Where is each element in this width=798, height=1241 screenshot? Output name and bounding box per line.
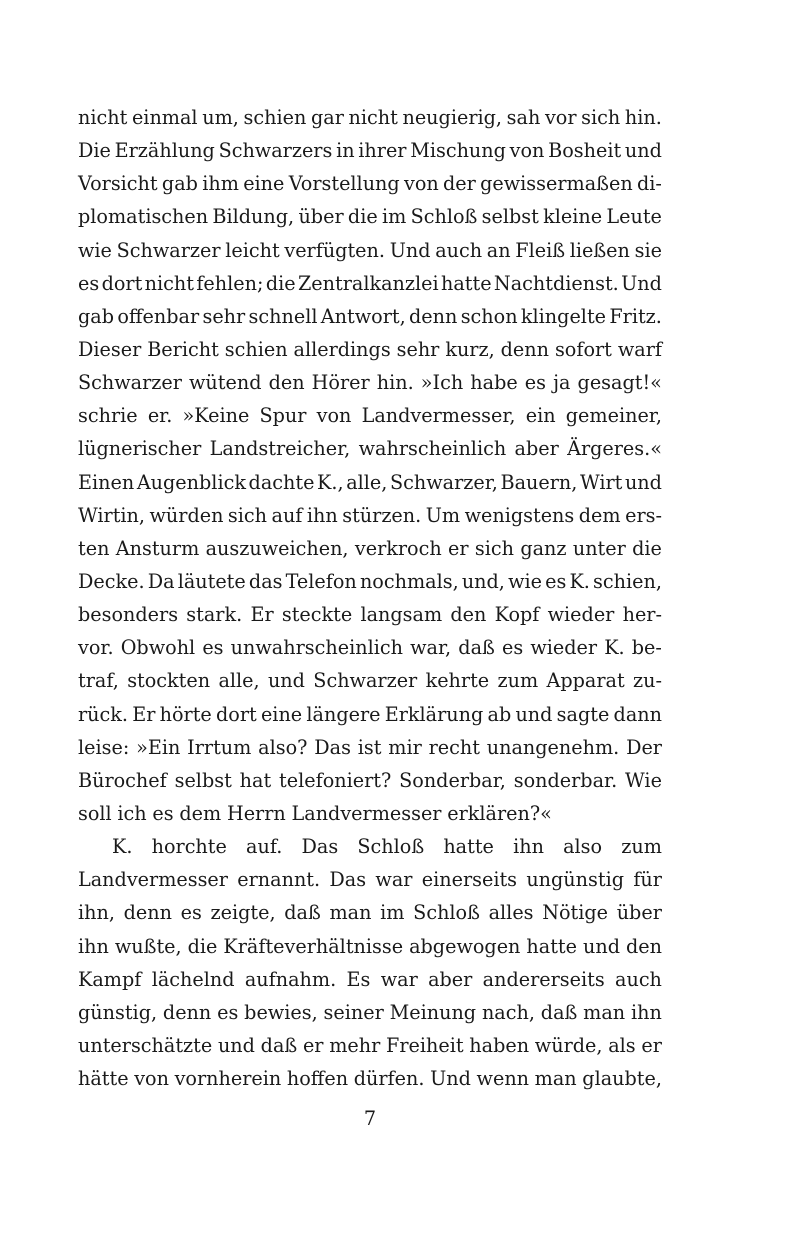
text-line: Dieser Bericht schien allerdings sehr kurz, denn sofort warf <box>78 337 662 361</box>
page-number: 7 <box>363 1107 377 1130</box>
body-text <box>78 101 662 1095</box>
paragraph-start-line: K. horchte auf. Das Schloß hatte ihn also zum <box>112 835 662 859</box>
text-line: ihn wußte, die Kräfteverhältnisse abgewogen hatte und den <box>78 934 662 958</box>
text-line: ihn, denn es zeigte, daß man im Schloß alles Nötige über <box>78 901 662 925</box>
text-line: Wirtin, würden sich auf ihn stürzen. Um wenigstens dem ers- <box>78 503 662 527</box>
text-line: lügnerischer Landstreicher, wahrscheinlich aber Ärgeres.« <box>78 437 662 461</box>
text-line: besonders stark. Er steckte langsam den Kopf wieder her- <box>78 603 662 627</box>
text-line: hätte von vornherein hoffen dürfen. Und wenn man glaubte, <box>78 1067 662 1091</box>
text-line: Kampf lächelnd aufnahm. Es war aber andererseits auch <box>78 967 662 991</box>
text-line: leise: »Ein Irrtum also? Das ist mir recht unangenehm. Der <box>78 735 662 759</box>
text-line: traf, stockten alle, und Schwarzer kehrte zum Apparat zu- <box>78 669 662 693</box>
text-line: Die Erzählung Schwarzers in ihrer Mischung von Bosheit und <box>78 139 662 163</box>
text-line: plomatischen Bildung, über die im Schloß selbst kleine Leute <box>78 205 662 229</box>
text-line: günstig, denn es bewies, seiner Meinung nach, daß man ihn <box>78 1000 662 1024</box>
text-line: gab offenbar sehr schnell Antwort, denn schon klingelte Fritz. <box>78 304 662 328</box>
text-line: unterschätzte und daß er mehr Freiheit haben würde, als er <box>78 1033 662 1057</box>
text-line: wie Schwarzer leicht verfügten. Und auch an Fleiß ließen sie <box>78 238 662 262</box>
text-line: Vorsicht gab ihm eine Vorstellung von der gewissermaßen di- <box>78 172 662 196</box>
text-line: Bürochef selbst hat telefoniert? Sonderbar, sonderbar. Wie <box>78 768 662 792</box>
text-line: es dort nicht fehlen; die Zentralkanzlei hatte Nachtdienst. Und <box>78 271 662 295</box>
text-line: Landvermesser ernannt. Das war einerseits ungünstig für <box>78 868 662 892</box>
text-line: vor. Obwohl es unwahrscheinlich war, daß es wieder K. be- <box>78 636 662 660</box>
text-line: nicht einmal um, schien gar nicht neugierig, sah vor sich hin. <box>78 106 662 129</box>
text-line: Einen Augenblick dachte K., alle, Schwarzer, Bauern, Wirt und <box>78 470 662 494</box>
paragraph-end-line: soll ich es dem Herrn Landvermesser erklären?« <box>78 801 552 825</box>
text-line: ten Ansturm auszuweichen, verkroch er sich ganz unter die <box>78 536 662 560</box>
text-line: Decke. Da läutete das Telefon nochmals, und, wie es K. schien, <box>78 569 662 593</box>
text-line: schrie er. »Keine Spur von Landvermesser, ein gemeiner, <box>78 404 662 428</box>
text-line: Schwarzer wütend den Hörer hin. »Ich habe es ja gesagt!« <box>78 371 662 395</box>
text-line: rück. Er hörte dort eine längere Erklärung ab und sagte dann <box>78 702 662 726</box>
